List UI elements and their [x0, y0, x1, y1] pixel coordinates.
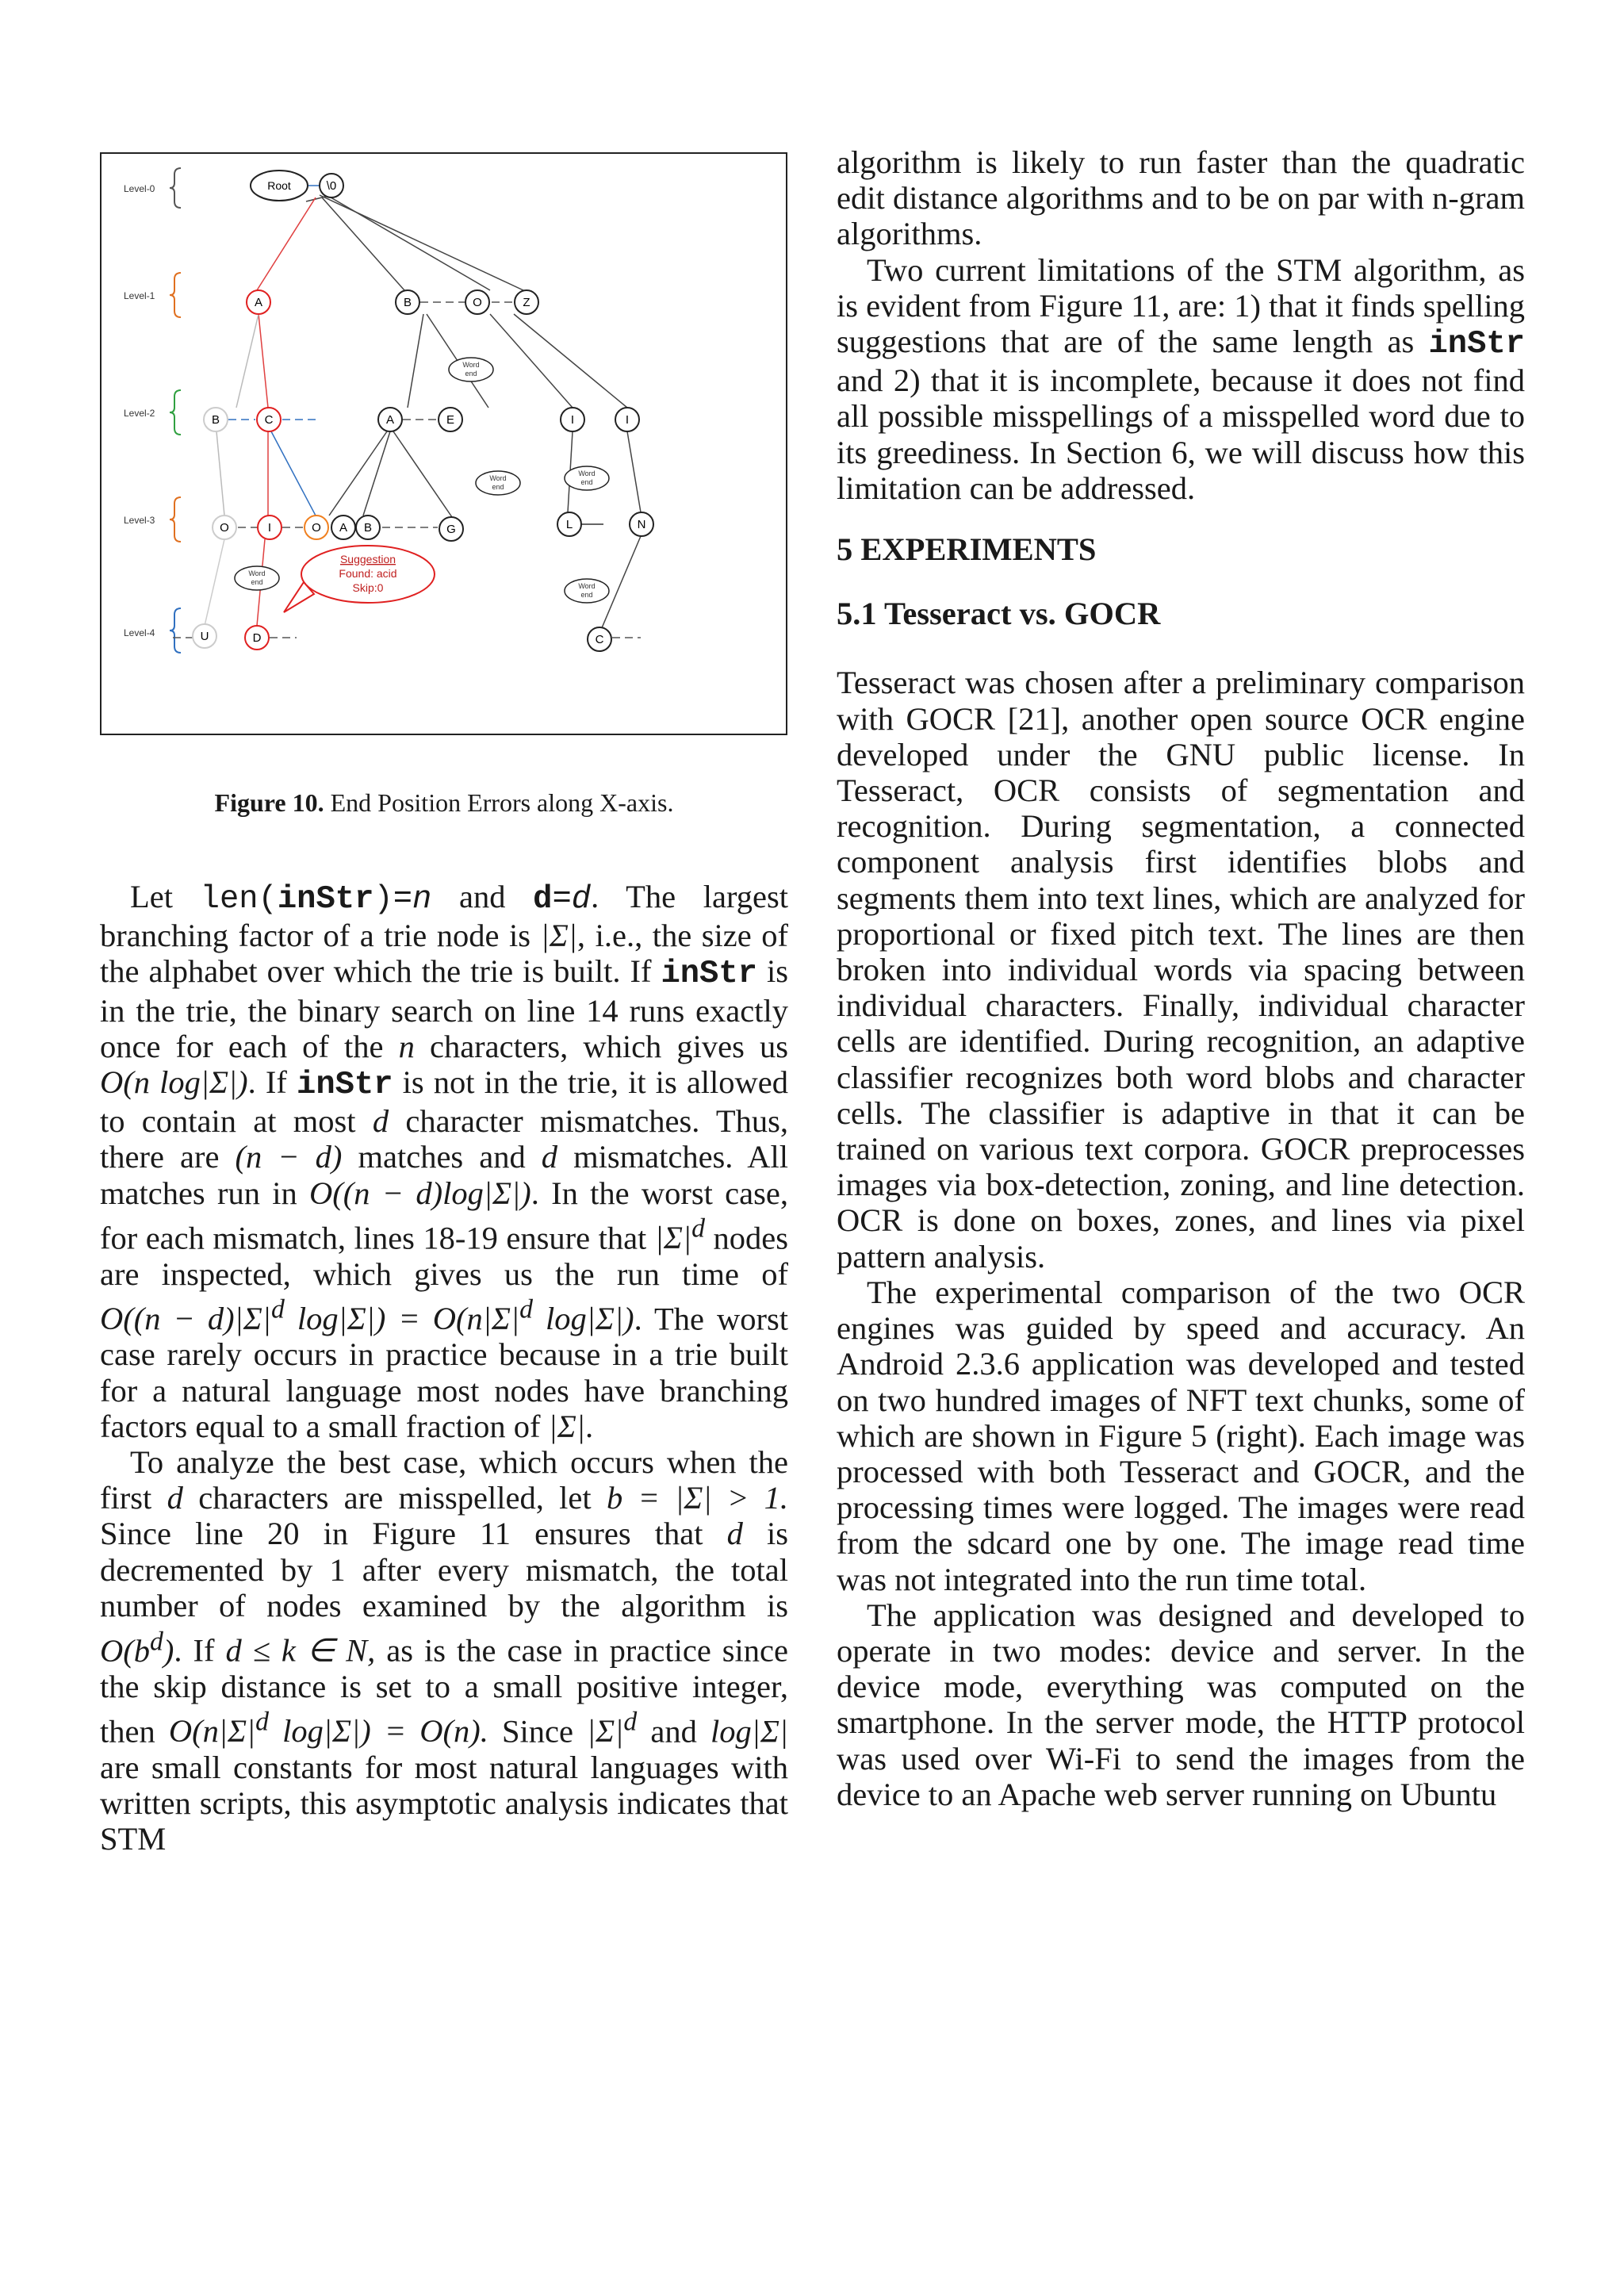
node-l3-b: B: [363, 521, 373, 535]
node-l1-o: O: [473, 296, 482, 309]
level-4-label: Level-4: [124, 627, 155, 638]
level-1-brace: [170, 273, 181, 317]
node-l2-i: I: [570, 413, 575, 427]
svg-text:Found: acid: Found: acid: [339, 567, 397, 580]
paragraph-limitations: Two current limitations of the STM algorithm, as is evident from Figure 11, are: 1) that it finds spelling suggestions that are of the same length as inStr and 2) that it is incomplete, because it does not find all possible misspellings of a misspelled word due to its greediness. In Section 6, we will discuss how this limitation can be addressed.: [837, 251, 1525, 506]
figure-caption-text: End Position Errors along X-axis.: [330, 788, 674, 817]
node-l2-a: A: [385, 413, 395, 427]
paragraph-modes: The application was designed and developed to operate in two modes: device and server. In the device mode, everything was computed on the smartphone. In the server mode, the HTTP protocol was used over Wi-Fi to send the images from the device to an Apache web server running on Ubuntu: [837, 1596, 1525, 1812]
svg-text:end: end: [580, 478, 593, 486]
level-0-brace: [170, 168, 181, 208]
svg-text:end: end: [465, 370, 477, 378]
svg-text:end: end: [492, 483, 504, 491]
level-2-brace: [170, 390, 181, 435]
trie-diagram: [102, 154, 786, 734]
left-column: [100, 879, 788, 1857]
svg-text:Suggestion: Suggestion: [339, 553, 396, 565]
svg-text:Word: Word: [578, 470, 596, 477]
node-l2-b: B: [211, 413, 220, 427]
node-null: \0: [326, 179, 337, 193]
svg-text:end: end: [580, 591, 593, 599]
paragraph-continued: algorithm is likely to run faster than the quadratic edit distance algorithms and to be on par with n-gram algorithms.: [837, 144, 1525, 252]
node-l4-u: U: [200, 630, 209, 643]
level-3-brace: [170, 497, 181, 542]
svg-text:Word: Word: [248, 569, 266, 577]
level-1-label: Level-1: [124, 290, 155, 301]
node-l2-i2: I: [625, 413, 630, 427]
node-l2-e: E: [446, 413, 455, 427]
paragraph-tesseract: Tesseract was chosen after a preliminary comparison with GOCR [21], another open source OCR engine developed under the GNU public license. In Tesseract, OCR consists of segmentation and recognition. During segmentation, a connected component analysis first identifies blobs and segments them into text lines, which are analyzed for proportional or fixed pitch text. The lines are then broken into individual words via spacing between individual characters. Finally, individual character cells are identified. During recognition, an adaptive classifier recognizes both word blobs and character cells. The classifier is adaptive in that it can be trained on various text corpora. GOCR preprocesses images via box-detection, zoning, and line detection. OCR is done on boxes, zones, and lines via pixel pattern analysis.: [837, 665, 1525, 1274]
subsection-heading-tesseract-gocr: 5.1 Tesseract vs. GOCR: [837, 596, 1161, 632]
node-l4-c: C: [595, 633, 604, 646]
section-heading-experiments: 5 EXPERIMENTS: [837, 531, 1097, 568]
node-l3-l: L: [565, 518, 573, 531]
suggestion-callout: [284, 546, 435, 612]
node-l3-n: N: [637, 518, 646, 531]
level-3-label: Level-3: [124, 515, 155, 526]
right-column: [837, 144, 1525, 1812]
paragraph-comparison: The experimental comparison of the two OCR engines was guided by speed and accuracy. An Android 2.3.6 application was developed and tested on two hundred images of NFT text chunks, some of which are shown in Figure 5 (right). Each image was processed with both Tesseract and GOCR, and the processing times were logged. The images were read from the sdcard one by one. The image read time was not integrated into the run time total.: [837, 1274, 1525, 1597]
node-l2-c: C: [264, 413, 274, 427]
figure-label: Figure 10.: [214, 788, 324, 817]
node-l1-b: B: [403, 296, 412, 309]
node-l3-g: G: [446, 523, 456, 536]
svg-text:Word: Word: [489, 474, 507, 482]
node-l1-z: Z: [523, 296, 530, 309]
node-l3-o: O: [220, 521, 229, 535]
figure-caption: [100, 787, 788, 818]
svg-text:Skip:0: Skip:0: [352, 581, 384, 594]
level-0-label: Level-0: [124, 183, 155, 194]
svg-text:end: end: [251, 578, 263, 586]
svg-text:Word: Word: [578, 582, 596, 590]
level-labels: [124, 183, 155, 638]
node-l4-d: D: [252, 631, 262, 645]
level-2-label: Level-2: [124, 408, 155, 419]
figure-10-trie-diagram: [100, 152, 787, 735]
paragraph-complexity: Let len(inStr)=n and d=d. The largest branching factor of a trie node is |Σ|, i.e., the size of the alphabet over which the trie is built. If inStr is in the trie, the binary search on line 14 runs exactly once for each of the n characters, which gives us O(n log|Σ|). If inStr is not in the trie, it is allowed to contain at most d character mismatches. Thus, there are (n − d) matches and d mismatches. All matches run in O((n − d)log|Σ|). In the worst case, for each mismatch, lines 18-19 ensure that $|\Sigma|^d$ nodes are inspected, which gives us the run time of $O((n - d)|\Sigma|^d$ $\log|\Sigma|) = O(n|\Sigma|^d$ log|Σ|). The worst case rarely occurs in practice because in a trie built for a natural language most nodes have branching factors equal to a small fraction of |Σ|.: [100, 879, 789, 1444]
svg-text:Word: Word: [462, 361, 480, 369]
paragraph-best-case: To analyze the best case, which occurs when the first d characters are misspelled, let b = |Σ| > 1. Since line 20 in Figure 11 ensures that d is decremented by 1 after every mismatch, the total number of nodes examined by the algorithm is $O(b^d)$. If d ≤ k ∈ N, as is the case in practice since the skip distance is set to a small positive integer, then $O(n|\Sigma|^d$ log|Σ|) = O(n). Since $|\Sigma|^d$ and log|Σ| are small constants for most natural languages with written scripts, this asymptotic analysis indicates that STM: [100, 1444, 789, 1857]
node-root: Root: [267, 179, 291, 192]
node-l3-a: A: [339, 521, 348, 535]
level-4-brace: [170, 608, 181, 653]
node-l3-i: I: [267, 521, 272, 535]
node-l3-o2: O: [312, 521, 321, 535]
node-l1-a: A: [254, 296, 263, 309]
